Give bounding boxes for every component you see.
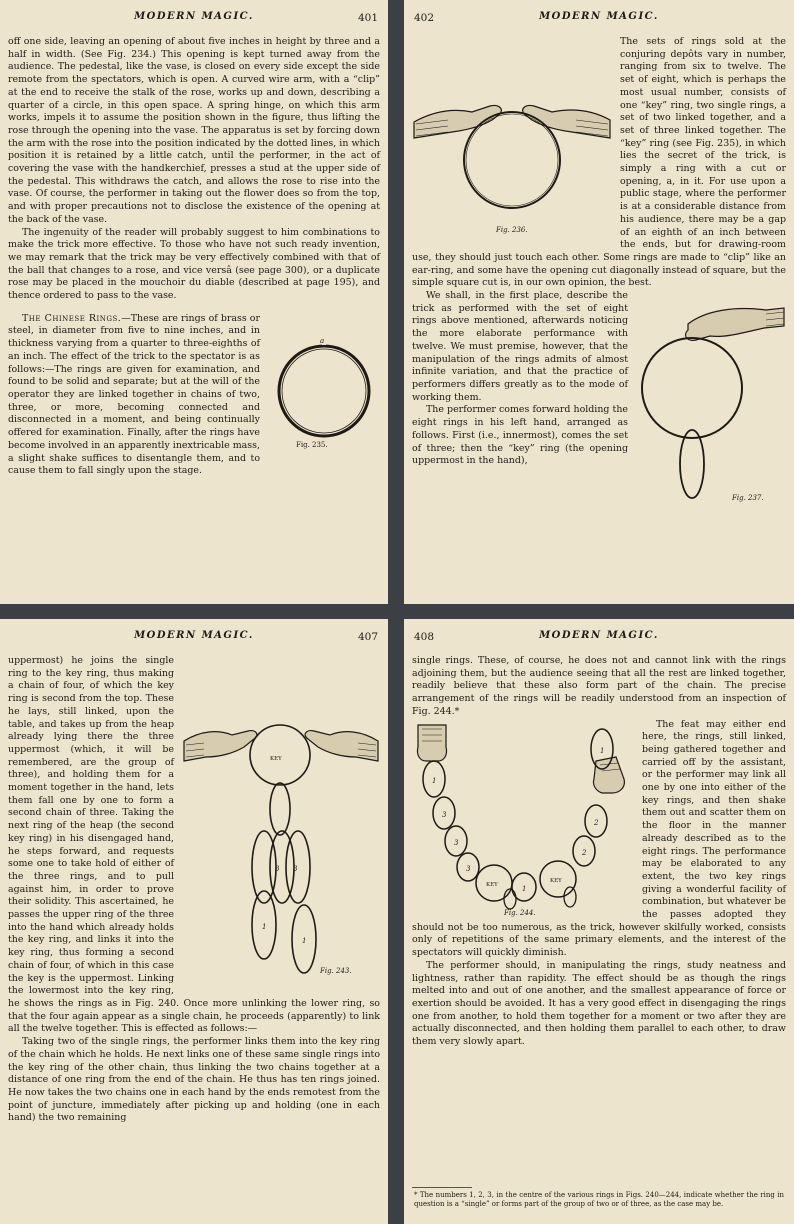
ring-label: 1 xyxy=(432,776,437,785)
page-body xyxy=(8,36,380,478)
ring-icon xyxy=(286,831,310,903)
figure-244 xyxy=(412,721,634,917)
paragraph: off one side, leaving an opening of about five inches in height by three and a half in width. (See Fig. 234.) This opening is kept turned away from the audience. The pedestal, like the vase, is closed on every side except the side remote from the spectators, which is open. A curved wire arm, with a “clip” at the end to receive the stalk of the rose, works up and down, describing a quarter of a circle, in this open space. A spring hinge, on which this arm works, impels it to assume the position shown in the figure, thus lifting the rose through the opening into the vase. The apparatus is set by forcing down the arm with the rose into the position indicated by the dotted lines, in which position it is retained by a little catch, until the performer, in the act of covering the vase with the handkerchief, presses a stud at the upper side of the pedestal. This withdraws the catch, and allows the rose to rise into the vase. Of course, the performer in taking out the flower does so from the top, and with proper precautions not to disclose the existence of the opening at the back of the vase. xyxy=(8,36,380,225)
figure-caption: Fig. 235. xyxy=(296,440,328,449)
ring-icon xyxy=(268,335,380,443)
paragraph: single rings. These, of course, he does not and cannot link with the rings adjoining them, but the audience seeing that all the rest are linked together, readily believe that these also form part of the chain. The precise arrangement of the rings will be readily understood from an inspection of Fig. 244.* xyxy=(412,655,786,717)
hand-icon xyxy=(417,725,446,761)
running-header xyxy=(8,11,380,27)
footnote: * The numbers 1, 2, 3, in the centre of the various rings in Figs. 240—244, indicate whether the ring in question is a “single” or forms part of the group of two or of three, as the case may be. xyxy=(414,1191,784,1208)
ring-icon xyxy=(564,887,576,907)
ring-label: 3 xyxy=(275,865,280,873)
footnote-rule xyxy=(412,1187,472,1188)
hand-icon xyxy=(412,60,612,230)
running-title: MODERN MAGIC. xyxy=(134,11,254,22)
running-title: MODERN MAGIC. xyxy=(539,630,659,641)
paragraph: Taking two of the single rings, the performer links them into the key ring of the chain which he holds. He next links one of these same single rings into the key ring of the other chain, thus linking the two chains together at a distance of one ring from the end of the chain. He thus has ten rings joined. He now takes the two chains one in each hand by the ends remotest from the point of juncture, immediately after picking up and holding (one in each hand) the two remaining xyxy=(8,1036,380,1124)
ring-label: 1 xyxy=(522,884,527,893)
figure-caption: Fig. 236. xyxy=(496,226,528,234)
page-402 xyxy=(404,0,794,604)
figure-mark: a xyxy=(320,336,325,345)
hand-icon xyxy=(184,731,257,761)
page-number: 402 xyxy=(414,12,435,24)
paragraph: The sets of rings sold at the conjuring depôts vary in number, ranging from six to twelve. The set of eight, which is perhaps the most usual number, consists of one “key” ring, two single rings, a set of two linked together, and a set of three linked together. The “key” ring (see Fig. 235), in which lies the secret of the trick, is simply a ring with a cut or opening, a, in it. For use upon a public stage, where the performer is at a considerable distance from his audience, there may be a gap of an eighth of an inch between the ends, but for drawing-room use, they should just touch each other. Some rings are made to “clip” like an ear-ring, and some have the opening cut diagonally instead of square, but the simple square cut is, in our own opinion, the best. xyxy=(412,36,786,289)
figure-236 xyxy=(412,60,612,238)
running-title: MODERN MAGIC. xyxy=(539,11,659,22)
running-title: MODERN MAGIC. xyxy=(134,630,254,641)
ring-label: KEY xyxy=(270,756,282,762)
ring-label: 3 xyxy=(454,838,459,847)
page-number: 408 xyxy=(414,631,435,643)
ring-label: 2 xyxy=(594,818,599,827)
figure-243 xyxy=(182,717,380,987)
running-header xyxy=(412,11,786,27)
ring-icon xyxy=(270,831,294,903)
figure-caption: Fig. 237. xyxy=(732,494,764,503)
paragraph: The performer should, in manipulating the rings, study neatness and lightness, rather than rapidity. The effect should be as though the rings melted into and out of one another, and the smallest appearance of force or exertion should be avoided. It has a very good effect in disengaging the rings one from another, to hold them together for a moment or two after they are actually disconnected, and then holding them parallel to each other, to draw them very slowly apart. xyxy=(412,959,786,1048)
ring-label: 3 xyxy=(293,865,298,873)
page-body xyxy=(412,36,786,516)
page-number: 407 xyxy=(357,631,378,643)
ring-label: 1 xyxy=(600,746,605,755)
section-text: —These are rings of brass or steel, in diameter from five to nine inches, and in thickness varying from a quarter to three-eighths of an inch. The effect of the trick to the spectator is as follows:—The rings are given for examination, and found to be solid and separate; but at the will of the operator they are linked together in chains of two, three, or more, becoming connected and disconnected in a moment, and being continually offered for examination. Finally, after the rings have become involved in an apparently inextricable mass, a slight shake suffices to disentangle them, and to cause them to fall singly upon the stage. xyxy=(8,312,260,477)
running-header xyxy=(8,630,380,646)
page-407 xyxy=(0,619,388,1224)
hand-icon xyxy=(593,757,624,793)
figure-237 xyxy=(636,296,786,514)
page-body xyxy=(8,655,380,1125)
key-label: KEY xyxy=(550,877,562,884)
running-header xyxy=(412,630,786,646)
page-401 xyxy=(0,0,388,604)
hand-icon xyxy=(305,731,378,761)
paragraph: The feat may either end here, the rings, still linked, being gathered together and carried off by the assistant, or the performer may link all one by one into either of the key rings, and then shake them out and scatter them on the floor in the manner already described as to the eight rings. The performance may be elaborated to any extent, the two key rings giving a wonderful facility of combination, but whatever be the passes adopted they should not be too numerous, as the trick, however skilfully worked, consists only of repetitions of the same primary elements, and the interest of the spectators will quickly diminish. xyxy=(412,718,786,959)
figure-caption: Fig. 244. xyxy=(504,908,536,917)
ring-label: 2 xyxy=(582,848,587,857)
section-heading: The Chinese Rings. xyxy=(22,312,122,324)
figure-235 xyxy=(268,335,380,453)
hand-icon xyxy=(636,296,786,506)
key-label: KEY xyxy=(486,881,498,888)
ring-icon xyxy=(252,831,276,903)
page-body xyxy=(412,655,786,1049)
paragraph: The ingenuity of the reader will probably suggest to him combinations to make the trick more effective. To those who have not such ready invention, we may remark that the trick may be very effectively combined with that of the ball that changes to a rose, and vice versâ (see page 300), or a duplicate rose may be placed in the mouchoir du diable (described at page 195), and thence ordered to pass to the vase. xyxy=(8,226,380,302)
figure-caption: Fig. 243. xyxy=(320,967,352,975)
page-408 xyxy=(404,619,794,1224)
paragraph: uppermost) he joins the single ring to the key ring, thus making a chain of four, of which the key ring is second from the top. These he lays, still linked, upon the table, and takes up from the heap already lying there the three uppermost (which, it will be remembered, are the group of three), and holding them for a moment together in the hand, lets them fall one by one to form a second chain of three. Taking the next ring of the heap (the second key ring) in his disengaged hand, he steps forward, and requests some one to take hold of either of the three rings, and to pull against him, in order to prove their solidity. This ascertained, he passes the upper ring of the three into the hand which already holds the key ring, and links it into the key ring, thus forming a second chain of four, of which in this case the key is the uppermost. Linking the lowermost into the key ring, he shows the rings as in Fig. 240. Once more unlinking the lower ring, so that the four again appear as a single chain, he proceeds (apparently) to link all the twelve together. This is effected as follows:— xyxy=(8,655,380,1035)
ring-label: 3 xyxy=(466,864,471,873)
page-number: 401 xyxy=(357,12,378,24)
paragraph: We shall, in the first place, describe the trick as performed with the set of eight rings above mentioned, afterwards noticing the more elaborate performance with twelve. We must premise, however, that the manipulation of the rings admits of almost infinite variation, and that the practice of performers differs greatly as to the mode of working them. xyxy=(412,290,628,403)
paragraph: The performer comes forward holding the eight rings in his left hand, arranged as follows. First (i.e., innermost), comes the set of three; then the “key” ring (the opening uppermost in the hand), xyxy=(412,404,628,467)
ring-label: 1 xyxy=(302,937,307,945)
ring-label: 3 xyxy=(442,810,447,819)
ring-icon xyxy=(270,783,290,835)
ring-label: 1 xyxy=(262,923,267,931)
